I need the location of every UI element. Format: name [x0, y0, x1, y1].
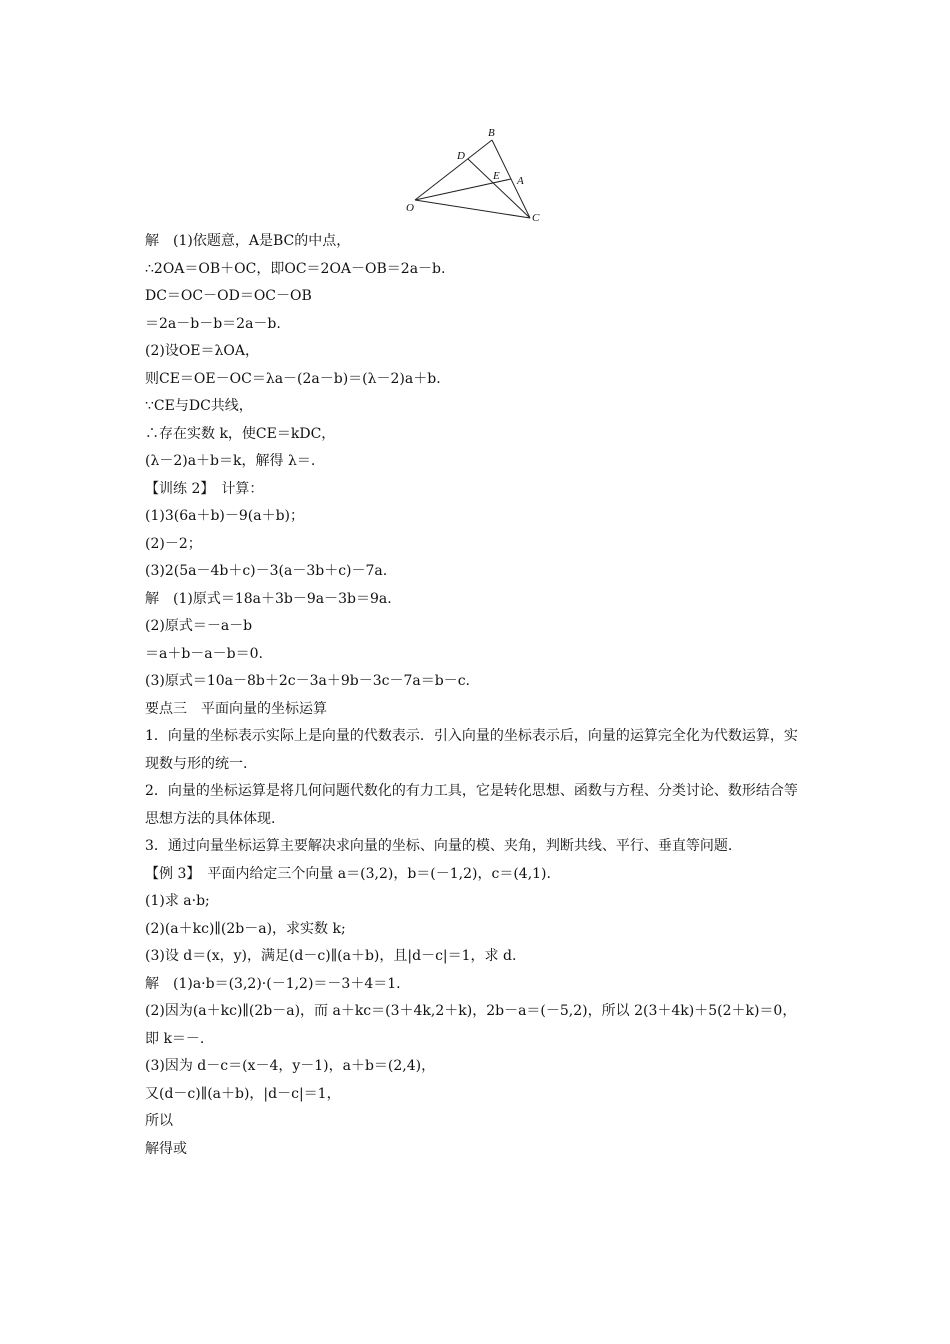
paragraph: 1．向量的坐标表示实际上是向量的代数表示．引入向量的坐标表示后，向量的运算完全化为代数运算，实现数与形的统一. — [145, 728, 798, 772]
triangle-diagram — [400, 122, 550, 224]
text-line: ＝a＋b－a－b＝0. — [145, 645, 263, 662]
label-O: O — [406, 202, 414, 214]
segment-OA — [415, 179, 511, 200]
section-heading: 【训练 2】 计算： — [145, 480, 264, 497]
label-C: C — [532, 212, 540, 224]
text-line: (2)原式＝－a－b — [145, 618, 253, 634]
document-body — [145, 228, 810, 1163]
text-line: ＝2a－b－b＝2a－b. — [145, 315, 281, 332]
text-line: DC＝OC－OD＝OC－OB — [145, 288, 312, 304]
example-heading: 【例 3】 平面内给定三个向量 a＝(3,2)，b＝(－1,2)，c＝(4,1). — [145, 865, 551, 882]
text-line: 解 (1)原式＝18a＋3b－9a－3b＝9a. — [145, 590, 392, 607]
text-line: (3)设 d＝(x，y)，满足(d－c)∥(a＋b)，且|d－c|＝1，求 d. — [145, 948, 517, 964]
segment-OB — [415, 140, 492, 200]
text-line: (2)设OE＝λOA， — [145, 343, 259, 359]
text-line: (1)3(6a＋b)－9(a＋b)； — [145, 508, 305, 524]
segment-DC — [468, 159, 530, 218]
text-line: (2)－2； — [145, 535, 202, 552]
label-D: D — [457, 150, 465, 162]
text-line: (λ－2)a＋b＝k，解得 λ＝. — [145, 453, 316, 469]
section-heading: 要点三 平面向量的坐标运算 — [145, 700, 327, 717]
text-line: 所以 — [145, 1113, 173, 1129]
text-line: (2)(a＋kc)∥(2b－a)，求实数 k; — [145, 920, 346, 937]
text-line: (3)因为 d－c＝(x－4，y－1)，a＋b＝(2,4)， — [145, 1058, 436, 1074]
paragraph: 3．通过向量坐标运算主要解决求向量的坐标、向量的模、夹角，判断共线、平行、垂直等问题. — [145, 838, 733, 854]
text-line: 解 (1)a·b＝(3,2)·(－1,2)＝－3＋4＝1. — [145, 975, 401, 992]
paragraph: 2．向量的坐标运算是将几何问题代数化的有力工具，它是转化思想、函数与方程、分类讨论、数形结合等思想方法的具体体现. — [145, 783, 798, 827]
label-A: A — [517, 175, 524, 187]
text-line: (3)2(5a－4b＋c)－3(a－3b＋c)－7a. — [145, 563, 388, 579]
label-B: B — [488, 127, 495, 139]
paragraph: (2)因为(a＋kc)∥(2b－a)，而 a＋kc＝(3＋4k,2＋k)，2b－a＝(－5,2)，所以 2(3＋4k)＋5(2＋k)＝0，即 k＝－. — [145, 1003, 797, 1047]
text-line: (1)求 a·b; — [145, 893, 210, 909]
segment-OC — [415, 200, 530, 218]
text-line: 解得或 — [145, 1140, 187, 1157]
text-line: 解 (1)依题意，A是BC的中点， — [145, 233, 351, 249]
text-line: (3)原式＝10a－8b＋2c－3a＋9b－3c－7a＝b－c. — [145, 673, 470, 689]
text-line: ∵CE与DC共线， — [145, 398, 253, 414]
text-line: 又(d－c)∥(a＋b)，|d－c|＝1， — [145, 1085, 341, 1102]
triangle-diagram-svg — [400, 122, 550, 224]
text-line: ∴存在实数 k，使CE＝kDC， — [145, 425, 336, 442]
label-E: E — [493, 170, 500, 182]
text-line: ∴2OA＝OB＋OC，即OC＝2OA－OB＝2a－b. — [145, 260, 446, 277]
text-line: 则CE＝OE－OC＝λa－(2a－b)＝(λ－2)a＋b. — [145, 370, 441, 387]
